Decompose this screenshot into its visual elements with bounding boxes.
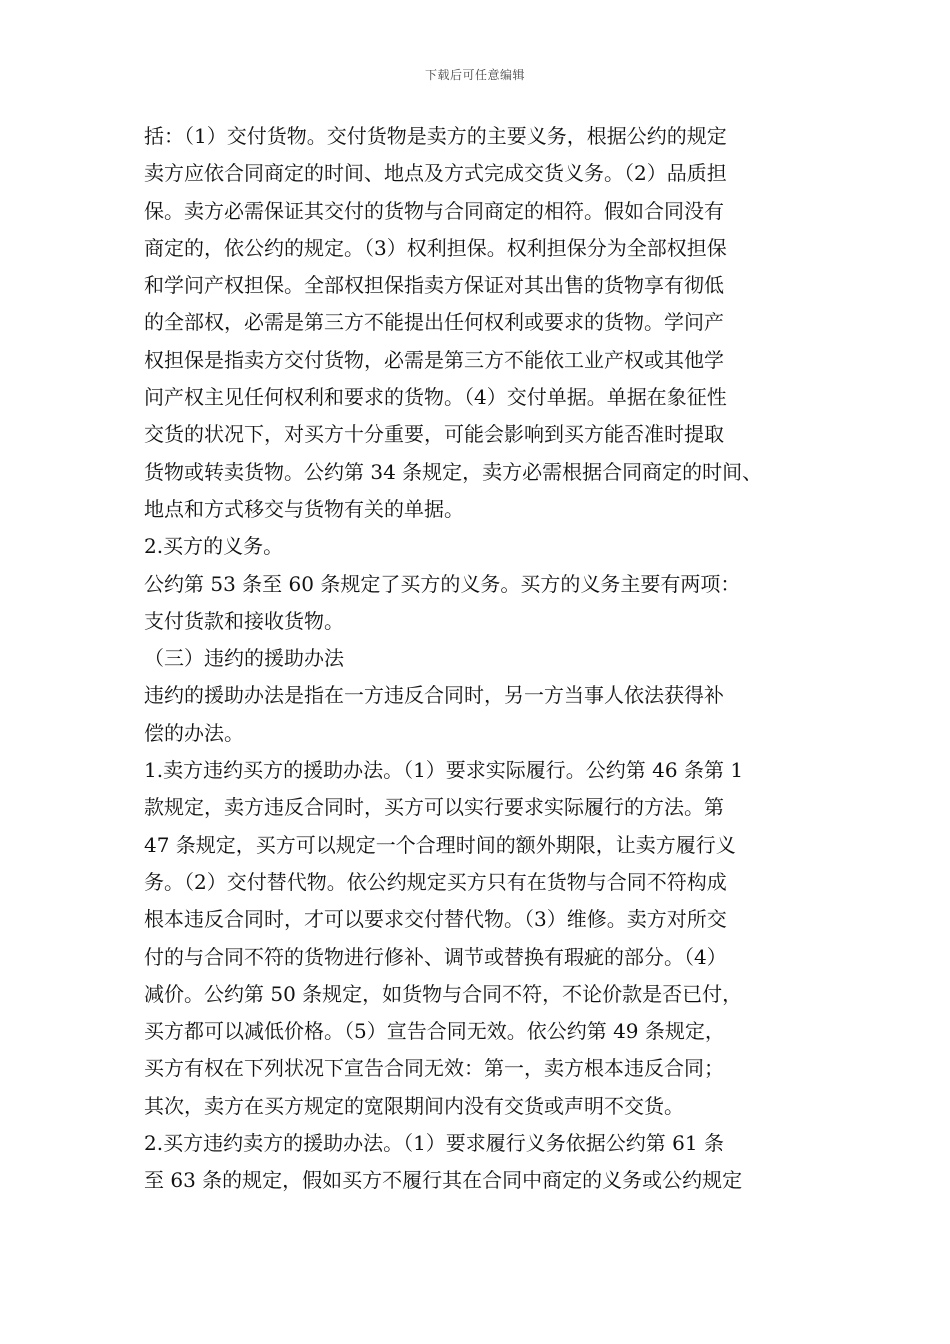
text-line: 交货的状况下，对买方十分重要，可能会影响到买方能否准时提取 <box>144 422 724 447</box>
text-line: 务。（2）交付替代物。依公约规定买方只有在货物与合同不符构成 <box>144 869 727 894</box>
text-line: 其次，卖方在买方规定的宽限期间内没有交货或声明不交货。 <box>144 1093 684 1118</box>
section-heading: （三）违约的援助办法 <box>144 646 344 671</box>
text-line: 卖方应依合同商定的时间、地点及方式完成交货义务。（2）品质担 <box>144 161 727 186</box>
section-heading: 2.买方的义务。 <box>144 534 284 559</box>
text-line: 款规定，卖方违反合同时，买方可以实行要求实际履行的方法。第 <box>144 795 724 820</box>
text-line: 偿的办法。 <box>144 720 244 745</box>
text-line: 括：（1）交付货物。交付货物是卖方的主要义务，根据公约的规定 <box>144 124 727 148</box>
text-line: 保。卖方必需保证其交付的货物与合同商定的相符。假如合同没有 <box>144 198 724 223</box>
text-line: 至 63 条的规定，假如买方不履行其在合同中商定的义务或公约规定 <box>144 1168 743 1193</box>
text-line: 的全部权，必需是第三方不能提出任何权利或要求的货物。学问产 <box>144 310 724 335</box>
text-line: 问产权主见任何权利和要求的货物。（4）交付单据。单据在象征性 <box>144 385 727 410</box>
text-line: 付的与合同不符的货物进行修补、调节或替换有瑕疵的部分。（4） <box>144 944 727 969</box>
text-line: 权担保是指卖方交付货物，必需是第三方不能依工业产权或其他学 <box>144 347 724 372</box>
text-line: 和学问产权担保。全部权担保指卖方保证对其出售的货物享有彻低 <box>144 273 724 298</box>
text-line: 1.卖方违约买方的援助办法。（1）要求实际履行。公约第 46 条第 1 <box>144 758 744 783</box>
text-line: 公约第 53 条至 60 条规定了买方的义务。买方的义务主要有两项： <box>144 571 741 596</box>
text-line: 支付货款和接收货物。 <box>144 608 344 633</box>
text-line: 地点和方式移交与货物有关的单据。 <box>144 496 464 521</box>
text-line: 根本违反合同时，才可以要求交付替代物。（3）维修。卖方对所交 <box>144 907 727 932</box>
text-line: 违约的援助办法是指在一方违反合同时，另一方当事人依法获得补 <box>144 683 724 708</box>
text-line: 2.买方违约卖方的援助办法。（1）要求履行义务依据公约第 61 条 <box>144 1131 724 1156</box>
text-line: 货物或转卖货物。公约第 34 条规定，卖方必需根据合同商定的时间、 <box>144 459 763 484</box>
text-line: 商定的，依公约的规定。（3）权利担保。权利担保分为全部权担保 <box>144 235 727 260</box>
text-line: 买方都可以减低价格。（5）宣告合同无效。依公约第 49 条规定， <box>144 1019 725 1044</box>
text-line: 47 条规定，买方可以规定一个合理时间的额外期限，让卖方履行义 <box>144 832 736 857</box>
document-body <box>144 118 834 1200</box>
text-line: 减价。公约第 50 条规定，如货物与合同不符，不论价款是否已付， <box>144 981 743 1006</box>
page-header: 下载后可任意编辑 <box>424 68 525 82</box>
text-line: 买方有权在下列状况下宣告合同无效：第一，卖方根本违反合同； <box>144 1056 724 1081</box>
